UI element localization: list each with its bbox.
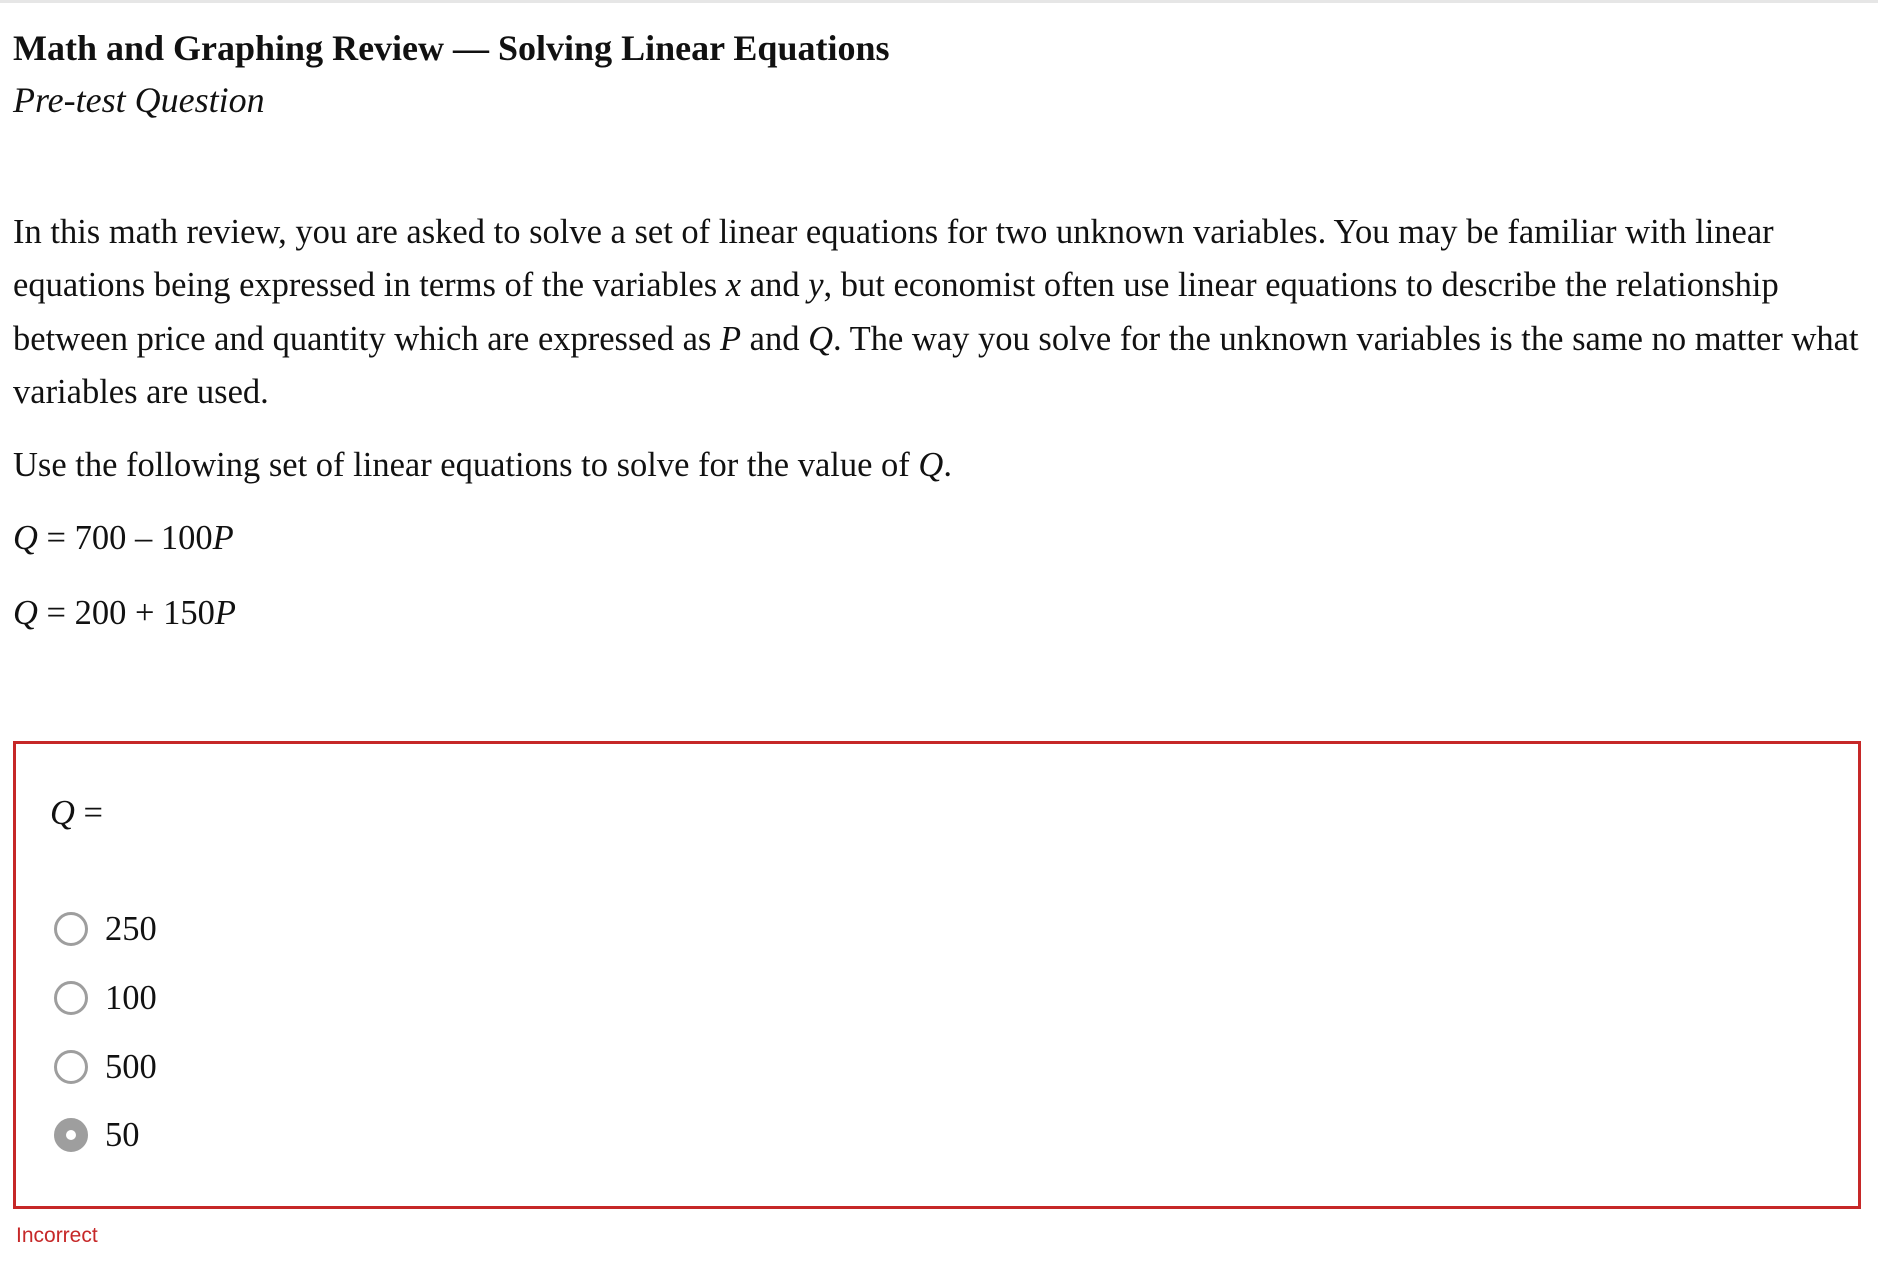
equation-lhs: Q [13, 594, 38, 632]
equation-2 [13, 587, 236, 639]
equation-lhs: Q [13, 519, 38, 557]
feedback-status: Incorrect [16, 1224, 98, 1247]
option-100[interactable] [54, 976, 157, 1020]
equation-body: = 200 + 150 [37, 594, 215, 632]
prompt-equals: = [74, 794, 104, 832]
instruction-text [13, 439, 952, 491]
variable-x: x [725, 266, 742, 305]
equation-variable: P [212, 519, 234, 557]
option-label: 50 [105, 1116, 140, 1154]
equation-body: = 700 – 100 [37, 519, 213, 557]
option-50[interactable] [54, 1113, 140, 1157]
variable-p: P [719, 319, 742, 358]
top-divider [0, 0, 1878, 3]
instruction-end: . [943, 446, 952, 484]
option-label: 250 [105, 910, 157, 948]
radio-button-selected[interactable] [54, 1118, 88, 1152]
intro-text: and [741, 319, 809, 358]
radio-button[interactable] [54, 1050, 88, 1084]
prompt-variable: Q [50, 794, 75, 832]
variable-q: Q [808, 319, 834, 358]
intro-text: In this math review, you are asked to solve a set of linear equations for two unknown variables. You may be familiar with linear equations being expressed in terms of the variables [13, 213, 1774, 305]
page-subtitle: Pre-test Question [13, 80, 265, 120]
option-500[interactable] [54, 1045, 157, 1089]
page-title: Math and Graphing Review — Solving Linear Equations [13, 28, 890, 68]
radio-button[interactable] [54, 912, 88, 946]
variable-y: y [808, 266, 824, 305]
equation-1 [13, 512, 234, 564]
intro-paragraph [13, 206, 1868, 419]
option-250[interactable] [54, 907, 157, 951]
intro-text: , but economist often use linear equations to describe the relationship between price and quantity which are expressed as [13, 266, 1779, 358]
intro-text: . The way you solve for the unknown variables is the same no matter what variables are used. [13, 319, 1859, 411]
question-prompt [50, 789, 103, 837]
instruction-variable: Q [918, 446, 944, 484]
option-label: 500 [105, 1048, 157, 1086]
radio-button[interactable] [54, 981, 88, 1015]
instruction-main: Use the following set of linear equations to solve for the value of [13, 446, 919, 484]
equation-variable: P [214, 594, 236, 632]
option-label: 100 [105, 979, 157, 1017]
answer-box [13, 741, 1861, 1209]
intro-text: and [741, 266, 809, 305]
